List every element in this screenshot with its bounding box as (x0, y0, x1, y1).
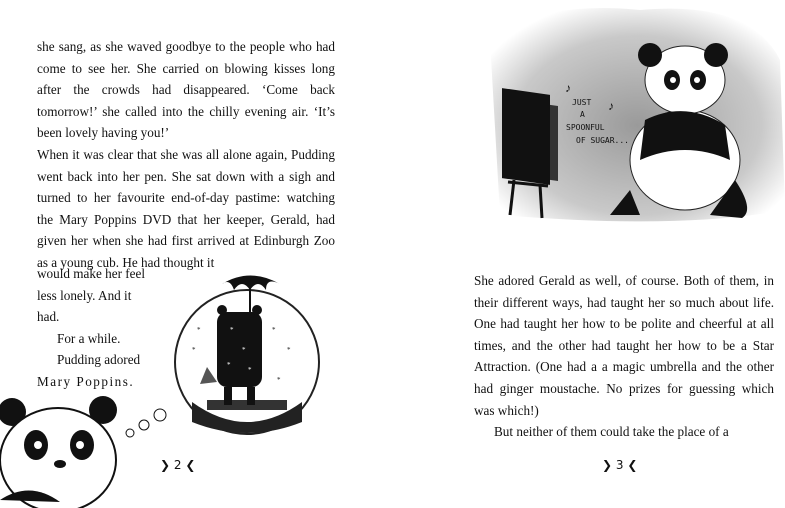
right-paragraph-1: She adored Gerald as well, of course. Both of them, in their different ways, had taught her so much about life. One had taught her how to be polite and cheerful at all times, and the other had taught her how to be a Star Attraction. (One had a a magic umbrella and the other had ginger moustache. No prizes for guessing which was which!) (474, 273, 774, 418)
svg-text:*: * (197, 326, 201, 334)
handwriting-line: A (580, 110, 585, 119)
handwriting-line: SPOONFUL (566, 123, 605, 132)
music-note-icon: ♪ (608, 99, 614, 113)
music-note-icon: ♪ (565, 81, 571, 95)
svg-text:*: * (272, 326, 276, 334)
left-paragraph-1: she sang, as she waved goodbye to the people who had come to see her. She carried on blowing kisses long after the crowds had disappeared. ‘Come back tomorrow!’ she called into the chilly evening air. ‘It’s been lovely having you!’ (37, 39, 335, 141)
left-page-text (37, 36, 335, 274)
svg-text:*: * (192, 346, 196, 354)
mary-poppins-umbrella-illustration (172, 272, 322, 442)
folio-number: 2 (173, 458, 182, 472)
right-page-text (474, 270, 774, 443)
svg-text:*: * (242, 346, 246, 354)
page-number-right (602, 458, 637, 472)
svg-text:*: * (230, 326, 234, 334)
folio-ornament-right: ❮ (185, 458, 196, 472)
folio-number: 3 (615, 458, 624, 472)
left-page-wrapped-text (37, 263, 177, 393)
folio-ornament-right: ❮ (627, 458, 638, 472)
svg-text:*: * (287, 346, 291, 354)
svg-text:*: * (277, 376, 281, 384)
wrapped-line: Pudding adored (57, 352, 141, 368)
wrapped-line: For a while. (57, 330, 121, 346)
panda-watching-tv-illustration (480, 0, 785, 230)
wrapped-line: had. (37, 309, 60, 325)
handwriting-line: OF SUGAR... (576, 136, 629, 145)
panda-face-illustration (0, 390, 130, 508)
svg-text:*: * (248, 366, 252, 374)
left-paragraph-2: When it was clear that she was all alone again, Pudding went back into her pen. She sat down with a sigh and turned to her favourite end-of-day pastime: watching the Mary Poppins DVD that her keeper, Gerald, had given her when she had first arrived at Edinburgh Zoo as a young cub. He had thought it (37, 146, 335, 270)
handwriting-line: JUST (572, 98, 592, 107)
page-number-left (160, 458, 195, 472)
thought-bubbles-icon (122, 395, 182, 445)
right-paragraph-2: But neither of them could take the place of a (494, 424, 729, 440)
svg-text:*: * (227, 361, 231, 369)
wrapped-line: less lonely. And it (37, 287, 132, 303)
wrapped-line: would make her feel (37, 266, 146, 281)
folio-ornament-left: ❯ (160, 458, 171, 472)
folio-ornament-left: ❯ (602, 458, 613, 472)
wrapped-line: Mary Poppins. (37, 373, 135, 389)
